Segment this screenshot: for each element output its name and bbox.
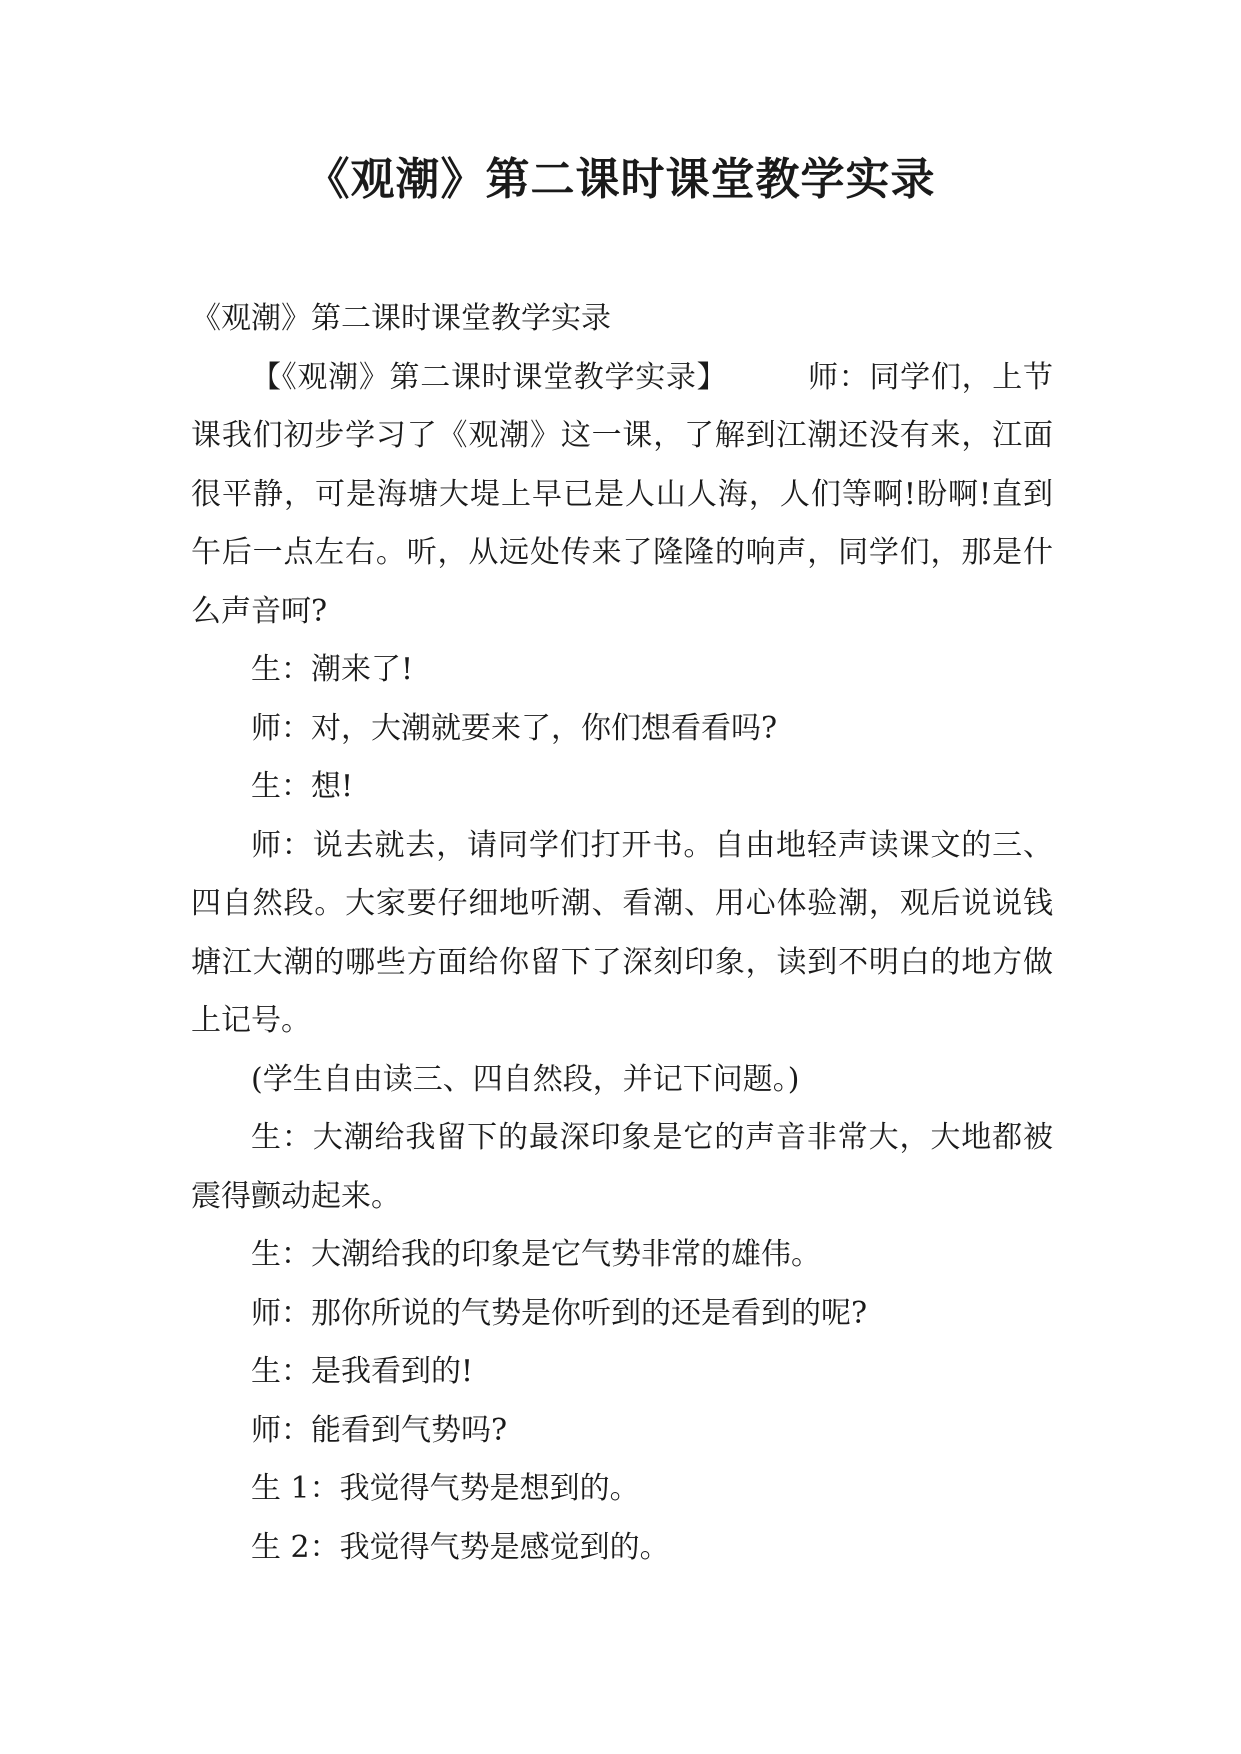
paragraph: 生 1：我觉得气势是想到的。	[251, 1471, 640, 1506]
paragraph: (学生自由读三、四自然段，并记下问题。)	[251, 1061, 800, 1097]
paragraph: 师：对，大潮就要来了，你们想看看吗?	[251, 710, 778, 746]
paragraph: 师：能看到气势吗?	[251, 1412, 508, 1448]
paragraph: 生：大潮给我留下的最深印象是它的声音非常大，大地都被震得颤动起来。	[191, 1120, 1053, 1214]
paragraph: 生：大潮给我的印象是它气势非常的雄伟。	[251, 1237, 821, 1272]
paragraph: 生 2：我觉得气势是感觉到的。	[251, 1529, 670, 1565]
paragraph: 生：想!	[251, 769, 354, 804]
paragraph: 生：是我看到的!	[251, 1354, 474, 1389]
paragraph: 师：那你所说的气势是你听到的还是看到的呢?	[251, 1295, 868, 1331]
paragraph-intro	[191, 349, 1053, 642]
paragraph: 生：潮来了!	[251, 652, 414, 687]
intro-text: 师：同学们，上节课我们初步学习了《观潮》这一课，了解到江潮还没有来，江面很平静，可是海塘大堤上早已是人山人海，人们等啊!盼啊!直到午后一点左右。听，从远处传来了隆隆的响声，同学们，那是什么声音呵?	[191, 359, 1054, 629]
intro-label: 【《观潮》第二课时课堂教学实录】	[251, 359, 728, 395]
document-title: 《观潮》第二课时课堂教学实录	[305, 154, 936, 205]
paragraph: 师：说去就去，请同学们打开书。自由地轻声读课文的三、四自然段。大家要仔细地听潮、看潮、用心体验潮，观后说说钱塘江大潮的哪些方面给你留下了深刻印象，读到不明白的地方做上记号。	[191, 827, 1053, 1038]
document-body	[191, 290, 1053, 1577]
document-subtitle: 《观潮》第二课时课堂教学实录	[191, 301, 611, 336]
